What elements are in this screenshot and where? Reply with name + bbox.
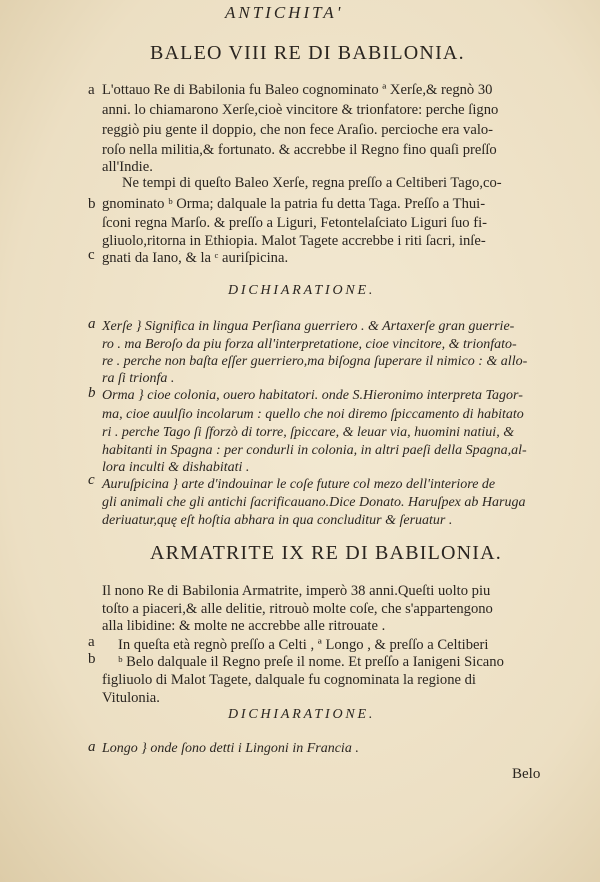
margin-mark-a: a xyxy=(88,739,96,755)
margin-mark-a: a xyxy=(88,316,96,332)
text-line: Ne tempi di queſto Baleo Xerſe, regna preſſo a Celtiberi Tago,co- xyxy=(122,175,502,191)
text-line: reggiò piu gente il doppio, che non fece Araſio. percioche era valo- xyxy=(102,122,494,138)
text-line: L'ottauo Re di Babilonia fu Baleo cognominato ª Xerſe,& regnò 30 xyxy=(102,82,493,98)
text-line: figliuolo di Malot Tagete, dalquale fu cognominata la regione di xyxy=(102,672,476,688)
chapter-title-armatrite: ARMATRITE IX RE DI BABILONIA. xyxy=(150,542,502,564)
text-line: alla libidine: & molte ne accrebbe alle ritrouate . xyxy=(102,618,386,634)
gloss-line: ma, cioe auulſio incolarum : quello che noi diremo ſpiccamento di habitato xyxy=(102,407,524,422)
margin-mark-a: a xyxy=(88,82,95,98)
chapter-title-baleo: BALEO VIII RE DI BABILONIA. xyxy=(150,42,465,64)
gloss-line: ri . perche Tago ſi ſforzò di torre, ſpiccare, & leuar via, huomini natiui, & xyxy=(102,425,515,440)
margin-mark-b: b xyxy=(88,651,96,667)
text-line: In queſta età regnò preſſo a Celti , ª Longo , & preſſo a Celtiberi xyxy=(118,637,489,653)
gloss-line: lora inculti & dishabitati . xyxy=(102,460,250,475)
gloss-line: ro . ma Beroſo da piu forza all'interpretatione, cioe vincitore, & trionfato- xyxy=(102,337,517,352)
text-line: all'Indie. xyxy=(102,159,153,175)
margin-mark-b: b xyxy=(88,385,96,401)
margin-mark-b: b xyxy=(88,196,96,212)
dichiaratione-heading: DICHIARATIONE. xyxy=(228,707,376,722)
catchword: Belo xyxy=(512,766,541,782)
text-line: toſto a piaceri,& alle delitie, ritrouò molte coſe, che s'appartengono xyxy=(102,601,493,617)
gloss-line: Auruſpicina } arte d'indouinar le coſe future col mezo dell'interiore de xyxy=(102,477,496,492)
gloss-line: re . perche non baſta eſſer guerriero,ma biſogna ſuperare il nimico : & allo- xyxy=(102,354,528,369)
gloss-line: ra ſi trionfa . xyxy=(102,371,175,386)
gloss-line: Longo } onde ſono detti i Lingoni in Francia . xyxy=(102,741,359,756)
text-line: gnati da Iano, & la ᶜ auriſpicina. xyxy=(102,250,289,266)
text-line: ſconi regna Marſo. & preſſo a Liguri, Fetontelaſciato Liguri ſuo fi- xyxy=(102,215,488,231)
text-line: gnominato ᵇ Orma; dalquale la patria fu detta Taga. Preſſo a Thui- xyxy=(102,196,486,212)
gloss-line: habitanti in Spagna : per condurli in colonia, in altri paeſi della Spagna,al- xyxy=(102,443,527,458)
gloss-line: gli animali che gli antichi ſacrificauano.Dice Donato. Haruſpex ab Haruga xyxy=(102,495,526,510)
gloss-line: Orma } cioe colonia, ouero habitatori. onde S.Hieronimo interpreta Tagor- xyxy=(102,388,523,403)
dichiaratione-heading: DICHIARATIONE. xyxy=(228,283,376,298)
running-head: ANTICHITA' xyxy=(225,3,344,22)
text-line: anni. lo chiamarono Xerſe,cioè vincitore & trionfatore: perche ſigno xyxy=(102,102,499,118)
text-line: roſo nella militia,& fortunato. & accrebbe il Regno fino quaſi preſſo xyxy=(102,142,497,158)
margin-mark-c: c xyxy=(88,472,95,488)
gloss-line: Xerſe } Significa in lingua Perſiana guerriero . & Artaxerſe gran guerrie- xyxy=(102,319,515,334)
text-line: Il nono Re di Babilonia Armatrite, imperò 38 anni.Queſti uolto piu xyxy=(102,583,491,599)
text-line: Vitulonia. xyxy=(102,690,160,706)
gloss-line: deriuatur,quę eſt hoſtia abhara in qua concluditur & ſeruatur . xyxy=(102,513,453,528)
margin-mark-c: c xyxy=(88,247,95,263)
text-line: gliuolo,ritorna in Ethiopia. Malot Tagete accrebbe i riti ſacri, inſe- xyxy=(102,233,486,249)
text-line: ᵇ Belo dalquale il Regno preſe il nome. Et preſſo a Ianigeni Sicano xyxy=(118,654,504,670)
margin-mark-a: a xyxy=(88,634,95,650)
